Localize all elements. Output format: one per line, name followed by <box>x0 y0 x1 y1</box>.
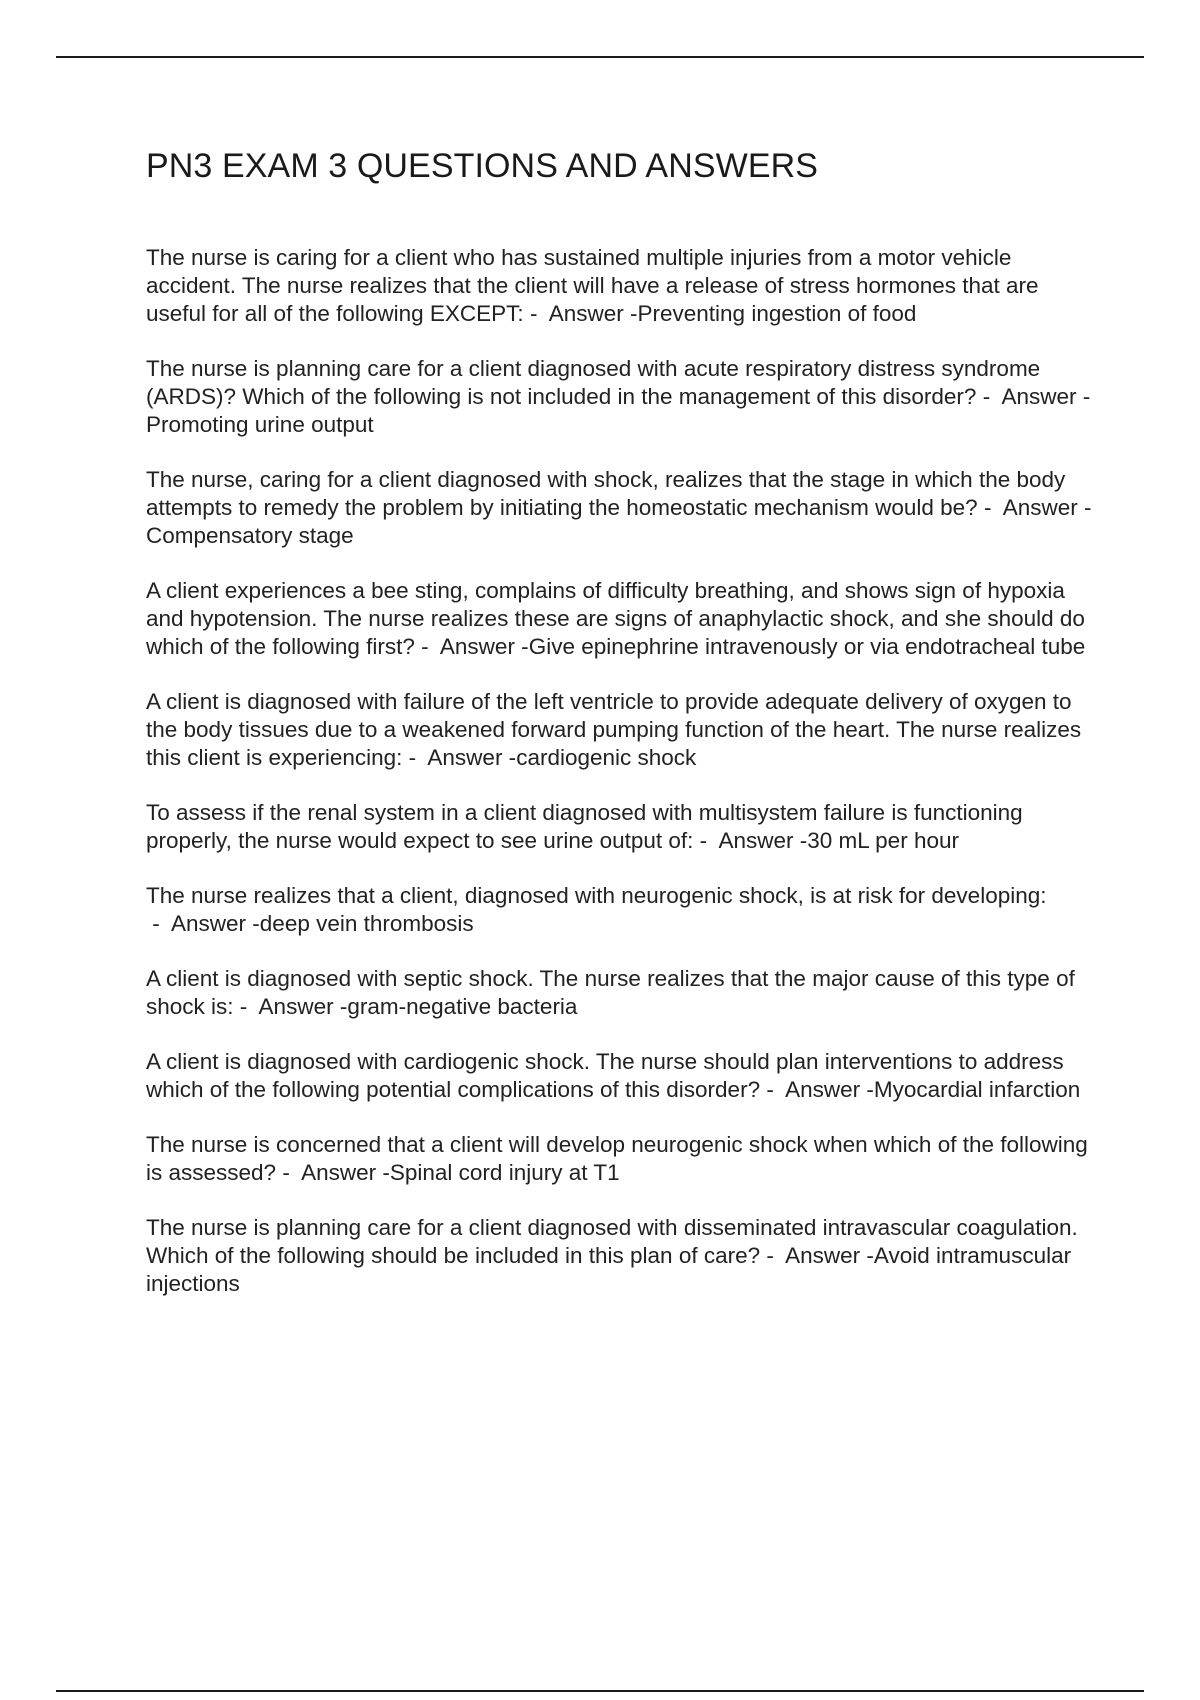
question-text: The nurse is planning care for a client diagnosed with disseminated intravascular coagulation. Which of the following should be included in this plan of care? <box>146 1215 1078 1268</box>
answer-text: Spinal cord injury at T1 <box>389 1160 620 1185</box>
answer-prefix: Answer - <box>171 911 260 936</box>
answer-text: Preventing ingestion of food <box>637 301 917 326</box>
answer-prefix: Answer - <box>718 828 808 853</box>
qa-item <box>146 577 1096 661</box>
question-text: The nurse is concerned that a client will develop neurogenic shock when which of the following is assessed? <box>146 1132 1088 1185</box>
answer-text: cardiogenic shock <box>516 745 697 770</box>
question-separator: - <box>414 634 440 659</box>
qa-item <box>146 799 1096 855</box>
qa-item <box>146 1131 1096 1187</box>
answer-prefix: Answer - <box>785 1243 874 1268</box>
qa-item <box>146 688 1096 772</box>
answer-text: Compensatory stage <box>146 523 354 548</box>
answer-prefix: Answer - <box>427 745 517 770</box>
answer-text: 30 mL per hour <box>807 828 959 853</box>
answer-prefix: Answer - <box>1002 495 1092 520</box>
qa-item <box>146 965 1096 1021</box>
qa-item <box>146 1048 1096 1104</box>
question-text: The nurse, caring for a client diagnosed with shock, realizes that the stage in which the body attempts to remedy the problem by initiating the homeostatic mechanism would be? <box>146 467 1066 520</box>
question-separator: - <box>977 495 1003 520</box>
qa-item <box>146 466 1096 550</box>
question-separator: - <box>523 301 549 326</box>
question-text: To assess if the renal system in a client diagnosed with multisystem failure is functioning properly, the nurse would expect to see urine output of: <box>146 800 1023 853</box>
question-text: The nurse is planning care for a client diagnosed with acute respiratory distress syndrome (ARDS)? Which of the following is not included in the management of this disorder? <box>146 356 1041 409</box>
qa-item <box>146 244 1096 328</box>
question-text: A client experiences a bee sting, complains of difficulty breathing, and shows sign of hypoxia and hypotension. The nurse realizes these are signs of anaphylactic shock, and she should do which of the following first? <box>146 578 1085 659</box>
question-separator: - <box>402 745 428 770</box>
bottom-rule <box>56 1690 1144 1692</box>
question-separator: - <box>233 994 259 1019</box>
answer-text: Avoid intramuscular injections <box>146 1243 1072 1296</box>
answer-prefix: Answer - <box>301 1160 390 1185</box>
question-separator: - <box>693 828 719 853</box>
answer-text: gram-negative bacteria <box>347 994 578 1019</box>
document-title: PN3 EXAM 3 QUESTIONS AND ANSWERS <box>146 147 819 185</box>
question-separator: - <box>146 911 172 936</box>
question-separator: - <box>760 1243 786 1268</box>
question-text: The nurse is caring for a client who has sustained multiple injuries from a motor vehicle accident. The nurse realizes that the client will have a release of stress hormones that are useful for all of the following EXCEPT: <box>146 245 1039 326</box>
question-separator: - <box>276 1160 302 1185</box>
document-body <box>146 140 1096 1325</box>
qa-list <box>146 244 1096 1298</box>
answer-prefix: Answer - <box>785 1077 874 1102</box>
question-separator: - <box>760 1077 786 1102</box>
qa-item <box>146 1214 1096 1298</box>
answer-prefix: Answer - <box>548 301 638 326</box>
qa-item <box>146 355 1096 439</box>
answer-text: Myocardial infarction <box>873 1077 1081 1102</box>
question-text: The nurse realizes that a client, diagnosed with neurogenic shock, is at risk for developing: <box>146 883 1047 908</box>
question-text: A client is diagnosed with failure of the left ventricle to provide adequate delivery of oxygen to the body tissues due to a weakened forward pumping function of the heart. The nurse realizes this client is experiencing: <box>146 689 1082 770</box>
answer-prefix: Answer - <box>1001 384 1091 409</box>
top-rule <box>56 56 1144 58</box>
qa-item <box>146 882 1096 938</box>
question-separator: - <box>976 384 1002 409</box>
answer-text: deep vein thrombosis <box>259 911 474 936</box>
answer-prefix: Answer - <box>258 994 348 1019</box>
answer-prefix: Answer - <box>439 634 529 659</box>
answer-text: Promoting urine output <box>146 412 374 437</box>
answer-text: Give epinephrine intravenously or via endotracheal tube <box>528 634 1086 659</box>
question-text: A client is diagnosed with cardiogenic shock. The nurse should plan interventions to address which of the following potential complications of this disorder? <box>146 1049 1064 1102</box>
question-text: A client is diagnosed with septic shock. The nurse realizes that the major cause of this type of shock is: <box>146 966 1075 1019</box>
